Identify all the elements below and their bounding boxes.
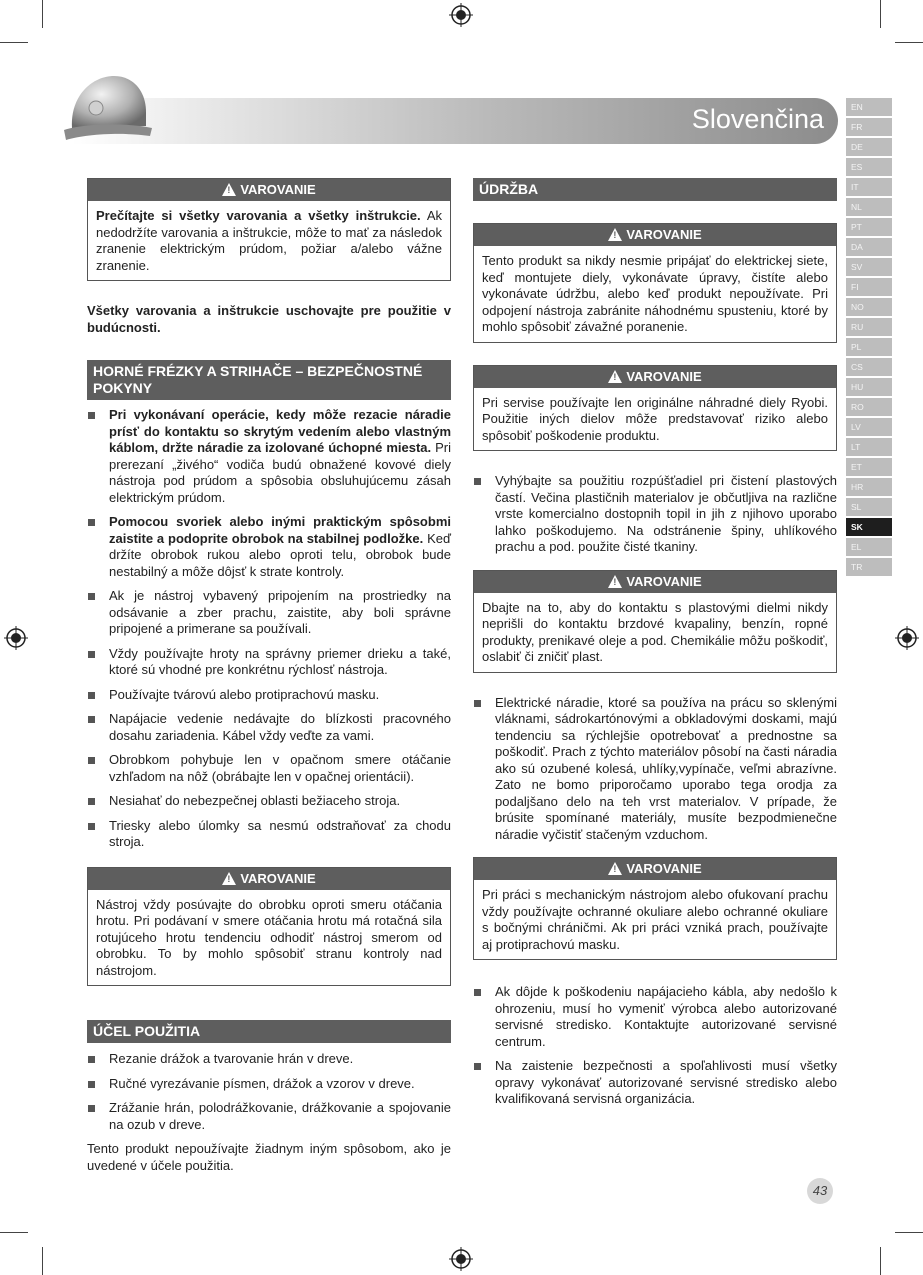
language-tab-pl[interactable]: PL — [846, 338, 892, 356]
warning-header — [474, 571, 836, 593]
language-tab-fi[interactable]: FI — [846, 278, 892, 296]
warning-text: Dbajte na to, aby do kontaktu s plastovými dielmi nikdy neprišli do kontaktu brzdové kvapaliny, benzín, ropné produkty, prenikavé oleje a pod. Chemikálie môžu poškodiť, oslabiť či zničiť plast. — [482, 599, 828, 664]
safety-list — [87, 407, 451, 851]
warning-label: VAROVANIE — [626, 368, 702, 384]
list-item-text: Používajte tvárovú alebo protiprachovú masku. — [109, 686, 380, 702]
warning-box — [473, 223, 837, 343]
registration-mark-icon — [895, 626, 919, 650]
language-tab-de[interactable]: DE — [846, 138, 892, 156]
list-item-text: Keď držíte obrobok rukou alebo oproti telu, obrobok bude nestabilný a môže dôjsť k strate kontroly. — [109, 530, 451, 579]
page-number: 43 — [807, 1178, 833, 1204]
language-tab-en[interactable]: EN — [846, 98, 892, 116]
language-tab-lt[interactable]: LT — [846, 438, 892, 456]
section-heading: HORNÉ FRÉZKY A STRIHAČE – BEZPEČNOSTNÉ POKYNY — [87, 360, 451, 400]
warning-triangle-icon — [608, 228, 622, 241]
list-item-text: Vždy používajte hroty na správny priemer drieku a také, ktoré sú vhodné pre konkrétnu rýchlosť nástroja. — [109, 645, 451, 677]
warning-triangle-icon — [222, 183, 236, 196]
list-item-text: Pri prerezaní „živého“ vodiča budú obnažené kovové diely nástroja pod prúdom a spôsobia obsluhujúcemu zásah elektrickým prúdom. — [109, 440, 452, 505]
list-item-text: Nesiahať do nebezpečnej oblasti bežiaceho stroja. — [109, 793, 401, 808]
list-item: Vyhýbajte sa použitiu rozpúšťadiel pri čistení plastových častí. Večina plastičnih materialov je občutljiva na različne vrste komercialno dostopnih topil in jih z njihovo uporabo lahko poškodujemo. Na odstránenie špiny, uhlíkového prachu a pod. použite čisté tkaniny. — [473, 473, 837, 556]
warning-bold-text: Prečítajte si všetky varovania a všetky inštrukcie. — [96, 208, 421, 223]
list-item — [87, 687, 451, 704]
warning-box — [473, 365, 837, 452]
purpose-list — [87, 1051, 451, 1133]
warning-label: VAROVANIE — [626, 573, 702, 589]
warning-box — [87, 178, 451, 281]
language-tab-no[interactable]: NO — [846, 298, 892, 316]
warning-header — [474, 858, 836, 880]
warning-label: VAROVANIE — [626, 227, 702, 242]
service-list — [473, 984, 837, 1108]
list-item — [87, 752, 451, 785]
keep-instructions-note: Všetky varovania a inštrukcie uschovajte pre použitie v budúcnosti. — [87, 303, 451, 335]
warning-text — [88, 201, 450, 280]
warning-box — [87, 867, 451, 987]
list-item — [87, 514, 451, 580]
list-item: Elektrické náradie, ktoré sa používa na prácu so sklenými vláknami, sádrokartónovými a obkladovými doskami, majú tendenciu sa rýchlejšie opotrebovať a prednostne sa poškodiť. Prach z týchto materiálov pôsobí na časti náradia ako sú ozubené kolesá, uhlíky,vypínače, veľmi abrazívne. Zato ne bomo priporočamo uporabo tega orodja za podaljšano delo na teh vrst materialov. V prípade, že brúsite spomínané materiály, musíte bezpodmienečne náradie vyčistiť stačeným vzduchom. — [473, 695, 837, 844]
language-tab-tr[interactable]: TR — [846, 558, 892, 576]
list-item — [87, 793, 451, 810]
section-heading: ÚDRŽBA — [473, 178, 837, 201]
warning-header — [88, 868, 450, 890]
language-tab-cs[interactable]: CS — [846, 358, 892, 376]
warning-text: Pri práci s mechanickým nástrojom alebo ofukovaní prachu vždy používajte ochranné okuliare alebo ochranné okuliare s bočnými chráničmi. Ak pri práci vzniká prach, používajte aj protiprachovú masku. — [482, 887, 828, 952]
list-item: Ak dôjde k poškodeniu napájacieho kábla, aby nedošlo k ohrozeniu, musí ho vymeniť výrobca alebo autorizované servisné stredisko. Kontaktujte autorizované servisné centrum. — [473, 984, 837, 1050]
warning-header — [474, 224, 836, 246]
list-item: Zrážanie hrán, polodrážkovanie, drážkovanie a spojovanie na ozub v dreve. — [87, 1100, 451, 1133]
warning-label: VAROVANIE — [240, 182, 316, 197]
language-tab-ru[interactable]: RU — [846, 318, 892, 336]
right-column — [473, 178, 837, 1116]
warning-box — [473, 857, 837, 960]
maintenance-list — [473, 695, 837, 844]
warning-triangle-icon — [608, 370, 622, 383]
language-tab-nl[interactable]: NL — [846, 198, 892, 216]
warning-triangle-icon — [222, 872, 236, 885]
list-item — [87, 407, 451, 506]
header-banner — [72, 98, 838, 144]
registration-mark-icon — [4, 626, 28, 650]
list-item-bold: Pri vykonávaní operácie, kedy môže rezacie náradie prísť do kontaktu so skrytým vedením alebo vlastným káblom, držte náradie za izolované úchopné miesta. — [109, 407, 451, 455]
language-tab-pt[interactable]: PT — [846, 218, 892, 236]
list-item — [87, 818, 451, 851]
warning-text: Pri servise používajte len originálne náhradné diely Ryobi. Použitie iných dielov môže predstavovať riziko alebo spôsobiť poškodenie produktu. — [482, 394, 828, 443]
list-item: Ručné vyrezávanie písmen, drážok a vzorov v dreve. — [87, 1076, 451, 1093]
language-tab-it[interactable]: IT — [846, 178, 892, 196]
warning-header — [88, 179, 450, 201]
warning-label: VAROVANIE — [626, 861, 702, 876]
warning-body-text: Ak nedodržíte varovania a inštrukcie, môže to mať za následok zranenie elektrickým prúdom, požiar a/alebo vážne zranenie. — [96, 208, 442, 273]
language-tab-es[interactable]: ES — [846, 158, 892, 176]
maintenance-list — [473, 473, 837, 556]
left-column — [87, 178, 451, 1174]
language-tab-hu[interactable]: HU — [846, 378, 892, 396]
language-tab-hr[interactable]: HR — [846, 478, 892, 496]
warning-label: VAROVANIE — [240, 870, 316, 886]
list-item-text: Triesky alebo úlomky sa nesmú odstraňovať za chodu stroja. — [109, 817, 451, 849]
page-title: Slovenčina — [691, 104, 824, 134]
language-tab-el[interactable]: EL — [846, 538, 892, 556]
language-tab-da[interactable]: DA — [846, 238, 892, 256]
language-tabs — [846, 98, 892, 578]
warning-triangle-icon — [608, 575, 622, 588]
section-heading: ÚČEL POUŽITIA — [87, 1020, 451, 1043]
language-tab-et[interactable]: ET — [846, 458, 892, 476]
warning-text: Tento produkt sa nikdy nesmie pripájať do elektrickej siete, keď montujete diely, vykonávate úpravy, čistíte alebo vykonávate údržbu, alebo keď produkt nepoužívate. Pri odpojení nástroja zabránite náhodnému spusteniu, ktoré by mohlo spôsobiť závažné poranenie. — [482, 253, 828, 334]
list-item: Na zaistenie bezpečnosti a spoľahlivosti musí všetky opravy vykonávať autorizované servisné stredisko alebo kvalifikovaná servisná organizácia. — [473, 1058, 837, 1108]
warning-triangle-icon — [608, 862, 622, 875]
warning-box — [473, 570, 837, 673]
language-tab-fr[interactable]: FR — [846, 118, 892, 136]
language-tab-ro[interactable]: RO — [846, 398, 892, 416]
list-item — [87, 588, 451, 638]
language-tab-sv[interactable]: SV — [846, 258, 892, 276]
list-item-text: Ak je nástroj vybavený pripojením na prostriedky na odsávanie a zber prachu, zaistite, aby boli správne pripojené a primerane sa používali. — [109, 588, 451, 636]
list-item — [87, 646, 451, 679]
list-item-text: Obrobkom pohybuje len v opačnom smere otáčanie vzhľadom na nôž (obrábajte len v opačnej orientácii). — [109, 752, 451, 784]
warning-text: Nástroj vždy posúvajte do obrobku oproti smeru otáčania hrotu. Pri podávaní v smere otáčania hrotu má rotačná sila rotujúceho hrotu tendenciu odhodiť nástroj smerom od obrobku. To by mohlo spôsobiť stranu kontroly nad nástrojom. — [96, 896, 442, 978]
list-item — [87, 711, 451, 744]
language-tab-sl[interactable]: SL — [846, 498, 892, 516]
list-item-bold: Pomocou svoriek alebo inými praktickým spôsobmi zaistite a podoprite obrobok na stabilnej podložke. — [109, 514, 451, 546]
purpose-note: Tento produkt nepoužívajte žiadnym iným spôsobom, ako je uvedené v účele použitia. — [87, 1141, 451, 1173]
list-item: Rezanie drážok a tvarovanie hrán v dreve. — [87, 1051, 451, 1068]
helmet-icon — [62, 70, 154, 148]
registration-mark-icon — [449, 3, 473, 27]
registration-mark-icon — [449, 1247, 473, 1271]
warning-header — [474, 366, 836, 388]
list-item-text: Napájacie vedenie nedávajte do blízkosti pracovného dosahu zariadenia. Kábel vždy veďte za vami. — [109, 711, 451, 743]
language-tab-sk[interactable]: SK — [846, 518, 892, 536]
language-tab-lv[interactable]: LV — [846, 418, 892, 436]
